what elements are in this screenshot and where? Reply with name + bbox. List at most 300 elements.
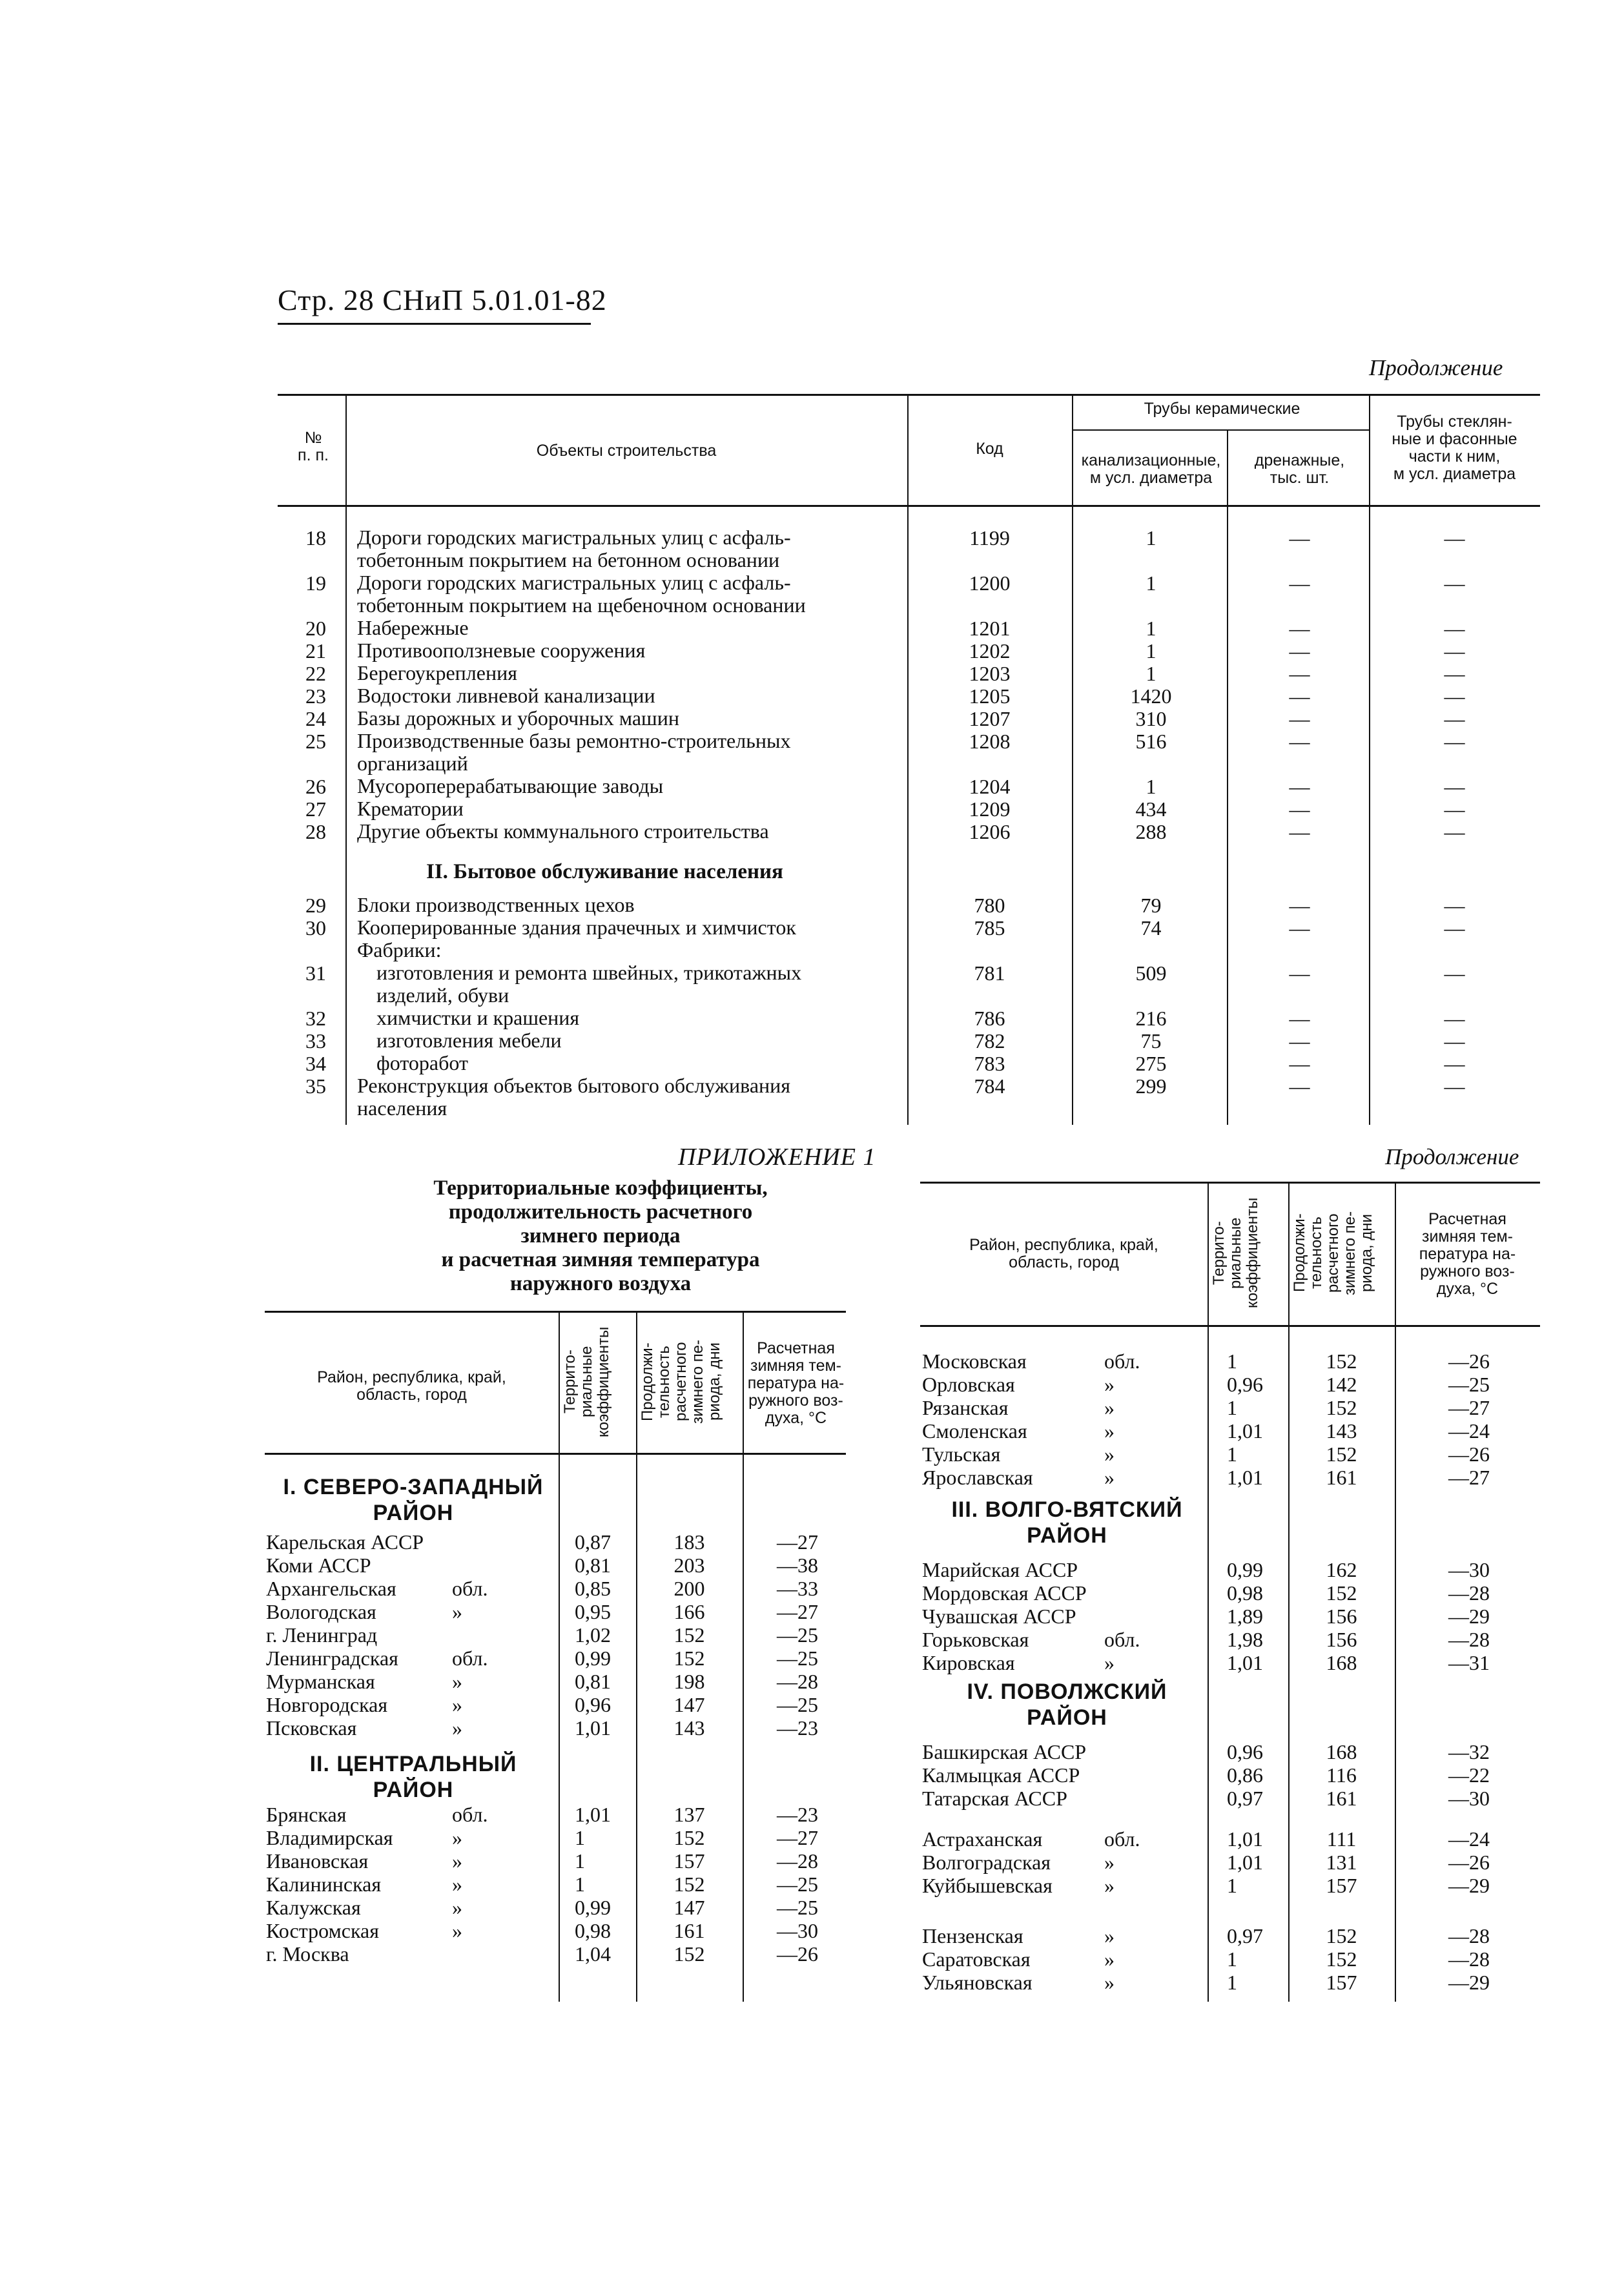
row-number: 19 (305, 571, 326, 595)
left-divider-1 (559, 1311, 560, 2002)
continuation-label-right: Продолжение (1385, 1144, 1519, 1169)
code-cell: 780 (974, 894, 1005, 917)
territorial-coefficient: 1,01 (1227, 1827, 1263, 1851)
region-kind: обл. (1104, 1827, 1140, 1851)
sewer-pipe-cell: 1 (1146, 526, 1156, 549)
right-table-rule-head (920, 1325, 1540, 1327)
object-name-line: Блоки производственных цехов (357, 893, 635, 916)
object-name-line: тобетонным покрытием на бетонном основании (357, 548, 780, 571)
territorial-coefficient: 0,96 (1227, 1373, 1263, 1396)
region-kind: » (1104, 1396, 1115, 1419)
winter-duration-days: 161 (1326, 1787, 1357, 1810)
section-volga-vyatka: III. ВОЛГО-ВЯТСКИЙ РАЙОН (951, 1497, 1183, 1548)
code-cell: 1199 (969, 526, 1010, 549)
winter-temperature: —25 (777, 1693, 818, 1716)
region-name: Новгородская (266, 1693, 388, 1716)
region-kind: обл. (452, 1803, 488, 1826)
winter-temperature: —28 (1448, 1628, 1490, 1651)
territorial-coefficient: 0,81 (575, 1554, 611, 1577)
region-name: Тульская (922, 1443, 1001, 1466)
winter-temperature: —30 (1448, 1787, 1490, 1810)
row-number: 22 (305, 662, 326, 685)
drain-pipe-cell: — (1289, 639, 1310, 662)
code-cell: 1202 (969, 639, 1011, 662)
glass-pipe-cell: — (1444, 617, 1465, 640)
continuation-label-top: Продолжение (1369, 355, 1503, 380)
left-divider-3 (743, 1311, 744, 2002)
row-number: 20 (305, 617, 326, 640)
winter-temperature: —25 (777, 1623, 818, 1647)
object-name-line: Крематории (357, 797, 464, 820)
region-name: Брянская (266, 1803, 347, 1826)
winter-duration-days: 152 (1326, 1581, 1357, 1605)
sewer-pipe-cell: 275 (1135, 1052, 1167, 1075)
territorial-coefficient: 1 (1227, 1874, 1237, 1897)
drain-pipe-cell: — (1289, 894, 1310, 917)
winter-duration-days: 142 (1326, 1373, 1357, 1396)
region-name: Мордовская АССР (922, 1581, 1087, 1605)
winter-duration-days: 143 (673, 1716, 705, 1740)
col-header-drain: дренажные, тыс. шт. (1254, 451, 1345, 487)
code-cell: 1203 (969, 662, 1011, 685)
row-number: 23 (305, 684, 326, 708)
appendix-title-line: зимнего периода (520, 1224, 681, 1248)
sewer-pipe-cell: 299 (1135, 1074, 1167, 1098)
row-number: 29 (305, 894, 326, 917)
region-name: Куйбышевская (922, 1874, 1053, 1897)
left-table-rule-head (265, 1453, 846, 1455)
sewer-pipe-cell: 310 (1135, 707, 1167, 730)
region-name: Кировская (922, 1651, 1015, 1674)
winter-duration-days: 157 (1326, 1874, 1357, 1897)
object-name-line: тобетонным покрытием на щебеночном основании (357, 593, 806, 617)
sewer-pipe-cell: 1 (1146, 639, 1156, 662)
glass-pipe-cell: — (1444, 662, 1465, 685)
winter-temperature: —23 (777, 1716, 818, 1740)
code-cell: 1207 (969, 707, 1011, 730)
glass-pipe-cell: — (1444, 1074, 1465, 1098)
territorial-coefficient: 1 (1227, 1971, 1237, 1994)
right-divider-3 (1395, 1182, 1396, 2002)
winter-duration-days: 152 (1326, 1924, 1357, 1947)
section-ii-title: II. Бытовое обслуживание населения (426, 860, 783, 883)
left-col-region: Район, республика, край, область, город (317, 1368, 506, 1404)
territorial-coefficient: 0,97 (1227, 1924, 1263, 1947)
row-number: 31 (305, 961, 326, 985)
region-kind: » (1104, 1651, 1115, 1674)
winter-duration-days: 168 (1326, 1651, 1357, 1674)
code-cell: 1204 (969, 775, 1011, 798)
winter-temperature: —25 (777, 1896, 818, 1919)
territorial-coefficient: 0,96 (1227, 1740, 1263, 1763)
region-name: Чувашская АССР (922, 1605, 1076, 1628)
object-name-line: Противооползневые сооружения (357, 639, 646, 662)
drain-pipe-cell: — (1289, 1029, 1310, 1053)
drain-pipe-cell: — (1289, 961, 1310, 985)
object-name-line: Реконструкция объектов бытового обслуживания (357, 1074, 791, 1097)
region-kind: » (452, 1849, 462, 1873)
row-number: 27 (305, 797, 326, 821)
left-col-coef: Террито- риальные коэффициенты (561, 1326, 612, 1437)
col-header-ceramic: Трубы керамические (1144, 400, 1300, 418)
code-cell: 1201 (969, 617, 1011, 640)
winter-temperature: —29 (1448, 1971, 1490, 1994)
top-table-divider-num (345, 395, 347, 1125)
territorial-coefficient: 0,98 (1227, 1581, 1263, 1605)
region-name: Московская (922, 1350, 1027, 1373)
territorial-coefficient: 0,99 (1227, 1558, 1263, 1581)
region-name: Пензенская (922, 1924, 1023, 1947)
glass-pipe-cell: — (1444, 797, 1465, 821)
region-kind: » (1104, 1466, 1115, 1489)
drain-pipe-cell: — (1289, 1007, 1310, 1030)
region-name: г. Москва (266, 1942, 349, 1966)
object-name-line: Другие объекты коммунального строительства (357, 819, 769, 843)
winter-temperature: —24 (1448, 1419, 1490, 1443)
object-name-line: населения (357, 1096, 447, 1120)
winter-temperature: —29 (1448, 1605, 1490, 1628)
code-cell: 1209 (969, 797, 1011, 821)
winter-temperature: —27 (777, 1600, 818, 1623)
code-cell: 786 (974, 1007, 1005, 1030)
winter-duration-days: 156 (1326, 1628, 1357, 1651)
region-kind: » (1104, 1874, 1115, 1897)
code-cell: 1205 (969, 684, 1011, 708)
top-table-divider-obj (907, 395, 909, 1125)
sewer-pipe-cell: 1 (1146, 662, 1156, 685)
winter-temperature: —30 (777, 1919, 818, 1942)
winter-duration-days: 152 (1326, 1443, 1357, 1466)
territorial-coefficient: 1 (1227, 1947, 1237, 1971)
territorial-coefficient: 1,01 (1227, 1851, 1263, 1874)
winter-temperature: —28 (1448, 1924, 1490, 1947)
winter-duration-days: 162 (1326, 1558, 1357, 1581)
sewer-pipe-cell: 1 (1146, 617, 1156, 640)
top-table-rule-head (278, 505, 1540, 507)
object-name-line: Набережные (357, 616, 469, 639)
code-cell: 785 (974, 916, 1005, 940)
appendix-title-line: и расчетная зимняя температура (441, 1248, 760, 1271)
region-name: Орловская (922, 1373, 1015, 1396)
region-name: Рязанская (922, 1396, 1009, 1419)
right-col-coef: Террито- риальные коэффициенты (1210, 1197, 1261, 1309)
region-kind: обл. (1104, 1628, 1140, 1651)
winter-temperature: —31 (1448, 1651, 1490, 1674)
region-kind: » (452, 1919, 462, 1942)
object-name-line: фоторабот (376, 1051, 468, 1074)
winter-temperature: —24 (1448, 1827, 1490, 1851)
winter-duration-days: 152 (1326, 1947, 1357, 1971)
code-cell: 783 (974, 1052, 1005, 1075)
appendix-title (362, 1176, 839, 1296)
territorial-coefficient: 1 (1227, 1396, 1237, 1419)
region-kind: » (1104, 1373, 1115, 1396)
sewer-pipe-cell: 288 (1135, 820, 1167, 843)
object-name-line: Базы дорожных и уборочных машин (357, 706, 679, 730)
glass-pipe-cell: — (1444, 894, 1465, 917)
region-kind: » (1104, 1947, 1115, 1971)
right-divider-1 (1208, 1182, 1209, 2002)
region-name: Вологодская (266, 1600, 376, 1623)
winter-temperature: —28 (1448, 1581, 1490, 1605)
winter-temperature: —27 (777, 1530, 818, 1554)
drain-pipe-cell: — (1289, 730, 1310, 753)
winter-temperature: —30 (1448, 1558, 1490, 1581)
object-name-line: Производственные базы ремонтно-строительных (357, 729, 791, 752)
drain-pipe-cell: — (1289, 1052, 1310, 1075)
glass-pipe-cell: — (1444, 639, 1465, 662)
appendix-title-line: Территориальные коэффициенты, (433, 1176, 768, 1200)
region-kind: » (452, 1716, 462, 1740)
region-name: Ивановская (266, 1849, 369, 1873)
region-kind: » (452, 1873, 462, 1896)
region-kind: » (452, 1600, 462, 1623)
row-number: 35 (305, 1074, 326, 1098)
winter-duration-days: 157 (1326, 1971, 1357, 1994)
winter-duration-days: 111 (1326, 1827, 1357, 1851)
row-number: 34 (305, 1052, 326, 1075)
winter-duration-days: 131 (1326, 1851, 1357, 1874)
right-col-temp: Расчетная зимняя тем- пература на- ружного воз- духа, °С (1419, 1210, 1516, 1298)
territorial-coefficient: 1,01 (1227, 1419, 1263, 1443)
row-number: 26 (305, 775, 326, 798)
left-col-duration: Продолжи- тельность расчетного зимнего пе- риода, дни (639, 1339, 723, 1424)
territorial-coefficient: 1 (575, 1849, 585, 1873)
row-number: 32 (305, 1007, 326, 1030)
object-name-line: Дороги городских магистральных улиц с асфаль- (357, 526, 791, 549)
object-name-line: изделий, обуви (376, 983, 509, 1007)
territorial-coefficient: 1,89 (1227, 1605, 1263, 1628)
territorial-coefficient: 1 (1227, 1443, 1237, 1466)
code-cell: 1208 (969, 730, 1011, 753)
region-name: Калмыцкая АССР (922, 1763, 1080, 1787)
code-cell: 782 (974, 1029, 1005, 1053)
region-name: Ярославская (922, 1466, 1033, 1489)
object-name-line: изготовления мебели (376, 1029, 562, 1052)
winter-temperature: —38 (777, 1554, 818, 1577)
winter-duration-days: 183 (673, 1530, 705, 1554)
region-name: Ульяновская (922, 1971, 1033, 1994)
object-name-line: Водостоки ливневой канализации (357, 684, 655, 707)
winter-duration-days: 198 (673, 1670, 705, 1693)
glass-pipe-cell: — (1444, 775, 1465, 798)
top-table-divider-sewer (1227, 429, 1228, 1125)
drain-pipe-cell: — (1289, 1074, 1310, 1098)
winter-temperature: —26 (1448, 1443, 1490, 1466)
region-kind: » (1104, 1851, 1115, 1874)
section-volga: IV. ПОВОЛЖСКИЙ РАЙОН (967, 1679, 1167, 1730)
object-name-line: Берегоукрепления (357, 661, 517, 684)
region-kind: обл. (1104, 1350, 1140, 1373)
right-col-region: Район, республика, край, область, город (969, 1236, 1158, 1271)
col-header-objects: Объекты строительства (536, 442, 717, 460)
sewer-pipe-cell: 516 (1135, 730, 1167, 753)
drain-pipe-cell: — (1289, 707, 1310, 730)
region-name: Архангельская (266, 1577, 396, 1600)
territorial-coefficient: 1,01 (575, 1716, 611, 1740)
territorial-coefficient: 0,99 (575, 1647, 611, 1670)
appendix-label: ПРИЛОЖЕНИЕ 1 (678, 1144, 876, 1171)
region-name: Владимирская (266, 1826, 393, 1849)
object-name-line: организаций (357, 752, 468, 775)
territorial-coefficient: 0,96 (575, 1693, 611, 1716)
row-number: 30 (305, 916, 326, 940)
object-name-line: Кооперированные здания прачечных и химчисток (357, 916, 796, 939)
region-name: Коми АССР (266, 1554, 371, 1577)
winter-duration-days: 152 (673, 1647, 705, 1670)
winter-duration-days: 152 (1326, 1396, 1357, 1419)
sewer-pipe-cell: 1 (1146, 775, 1156, 798)
winter-temperature: —22 (1448, 1763, 1490, 1787)
winter-temperature: —27 (777, 1826, 818, 1849)
territorial-coefficient: 0,81 (575, 1670, 611, 1693)
territorial-coefficient: 0,95 (575, 1600, 611, 1623)
winter-duration-days: 147 (673, 1693, 705, 1716)
winter-duration-days: 168 (1326, 1740, 1357, 1763)
winter-temperature: —27 (1448, 1466, 1490, 1489)
territorial-coefficient: 0,86 (1227, 1763, 1263, 1787)
header-underline (278, 323, 591, 325)
glass-pipe-cell: — (1444, 684, 1465, 708)
sewer-pipe-cell: 74 (1140, 916, 1162, 940)
territorial-coefficient: 1,98 (1227, 1628, 1263, 1651)
glass-pipe-cell: — (1444, 730, 1465, 753)
code-cell: 781 (974, 961, 1005, 985)
winter-duration-days: 156 (1326, 1605, 1357, 1628)
appendix-title-line: продолжительность расчетного (448, 1200, 753, 1224)
drain-pipe-cell: — (1289, 526, 1310, 549)
drain-pipe-cell: — (1289, 820, 1310, 843)
left-col-temp: Расчетная зимняя тем- пература на- ружного воз- духа, °С (747, 1339, 845, 1427)
region-name: Башкирская АССР (922, 1740, 1087, 1763)
region-name: Ленинградская (266, 1647, 398, 1670)
col-header-sewer: канализационные, м усл. диаметра (1081, 451, 1221, 487)
drain-pipe-cell: — (1289, 916, 1310, 940)
winter-duration-days: 147 (673, 1896, 705, 1919)
glass-pipe-cell: — (1444, 961, 1465, 985)
winter-duration-days: 152 (673, 1623, 705, 1647)
right-table-rule-top (920, 1182, 1540, 1184)
winter-temperature: —26 (777, 1942, 818, 1966)
region-kind: » (452, 1896, 462, 1919)
winter-duration-days: 116 (1326, 1763, 1357, 1787)
drain-pipe-cell: — (1289, 617, 1310, 640)
row-number: 25 (305, 730, 326, 753)
region-name: Псковская (266, 1716, 357, 1740)
winter-duration-days: 203 (673, 1554, 705, 1577)
territorial-coefficient: 1 (1227, 1350, 1237, 1373)
territorial-coefficient: 0,85 (575, 1577, 611, 1600)
winter-temperature: —32 (1448, 1740, 1490, 1763)
winter-duration-days: 161 (1326, 1466, 1357, 1489)
region-kind: » (1104, 1443, 1115, 1466)
region-name: Костромская (266, 1919, 379, 1942)
sewer-pipe-cell: 509 (1135, 961, 1167, 985)
section-north-west: I. СЕВЕРО-ЗАПАДНЫЙ РАЙОН (283, 1475, 544, 1525)
territorial-coefficient: 0,87 (575, 1530, 611, 1554)
region-name: Карельская АССР (266, 1530, 424, 1554)
region-kind: » (1104, 1924, 1115, 1947)
section-central: II. ЦЕНТРАЛЬНЫЙ РАЙОН (309, 1752, 517, 1802)
top-table-divider-code (1072, 395, 1073, 1125)
region-name: Горьковская (922, 1628, 1029, 1651)
region-name: Мурманская (266, 1670, 375, 1693)
glass-pipe-cell: — (1444, 526, 1465, 549)
region-name: Астраханская (922, 1827, 1043, 1851)
drain-pipe-cell: — (1289, 662, 1310, 685)
winter-temperature: —25 (777, 1873, 818, 1896)
drain-pipe-cell: — (1289, 775, 1310, 798)
sewer-pipe-cell: 1 (1146, 571, 1156, 595)
region-kind: обл. (452, 1647, 488, 1670)
winter-duration-days: 143 (1326, 1419, 1357, 1443)
object-name-line: Дороги городских магистральных улиц с асфаль- (357, 571, 791, 594)
winter-duration-days: 157 (673, 1849, 705, 1873)
winter-temperature: —26 (1448, 1350, 1490, 1373)
winter-temperature: —25 (1448, 1373, 1490, 1396)
winter-temperature: —26 (1448, 1851, 1490, 1874)
winter-temperature: —23 (777, 1803, 818, 1826)
glass-pipe-cell: — (1444, 707, 1465, 730)
winter-duration-days: 200 (673, 1577, 705, 1600)
winter-temperature: —29 (1448, 1874, 1490, 1897)
right-divider-2 (1288, 1182, 1290, 2002)
territorial-coefficient: 1 (575, 1873, 585, 1896)
sewer-pipe-cell: 1420 (1130, 684, 1172, 708)
glass-pipe-cell: — (1444, 1052, 1465, 1075)
drain-pipe-cell: — (1289, 571, 1310, 595)
row-number: 24 (305, 707, 326, 730)
col-header-num: № п. п. (298, 429, 329, 464)
code-cell: 1200 (969, 571, 1011, 595)
winter-duration-days: 152 (673, 1942, 705, 1966)
winter-temperature: —28 (777, 1849, 818, 1873)
page-header: Стр. 28 СНиП 5.01.01-82 (278, 283, 607, 316)
region-name: Марийская АССР (922, 1558, 1078, 1581)
region-kind: » (452, 1670, 462, 1693)
winter-duration-days: 161 (673, 1919, 705, 1942)
sewer-pipe-cell: 79 (1140, 894, 1162, 917)
col-header-glass: Трубы стеклян- ные и фасонные части к ним, м усл. диаметра (1392, 413, 1517, 483)
winter-temperature: —27 (1448, 1396, 1490, 1419)
winter-duration-days: 137 (673, 1803, 705, 1826)
code-cell: 1206 (969, 820, 1011, 843)
winter-duration-days: 152 (673, 1826, 705, 1849)
top-table-rule-top (278, 394, 1540, 396)
winter-duration-days: 166 (673, 1600, 705, 1623)
row-number: 33 (305, 1029, 326, 1053)
ceramic-group-rule (1072, 429, 1369, 431)
territorial-coefficient: 1,01 (1227, 1651, 1263, 1674)
row-number: 21 (305, 639, 326, 662)
winter-temperature: —25 (777, 1647, 818, 1670)
winter-duration-days: 152 (673, 1873, 705, 1896)
territorial-coefficient: 0,99 (575, 1896, 611, 1919)
territorial-coefficient: 0,98 (575, 1919, 611, 1942)
right-col-duration: Продолжи- тельность расчетного зимнего пе- риода, дни (1291, 1211, 1375, 1295)
winter-duration-days: 152 (1326, 1350, 1357, 1373)
region-kind: » (452, 1826, 462, 1849)
winter-temperature: —28 (1448, 1947, 1490, 1971)
sewer-pipe-cell: 216 (1135, 1007, 1167, 1030)
code-cell: 784 (974, 1074, 1005, 1098)
object-name-line: Мусороперерабатывающие заводы (357, 774, 664, 797)
left-table-rule-top (265, 1311, 846, 1313)
object-name-line: изготовления и ремонта швейных, трикотажных (376, 961, 802, 984)
region-name: Татарская АССР (922, 1787, 1067, 1810)
drain-pipe-cell: — (1289, 797, 1310, 821)
region-kind: » (452, 1693, 462, 1716)
